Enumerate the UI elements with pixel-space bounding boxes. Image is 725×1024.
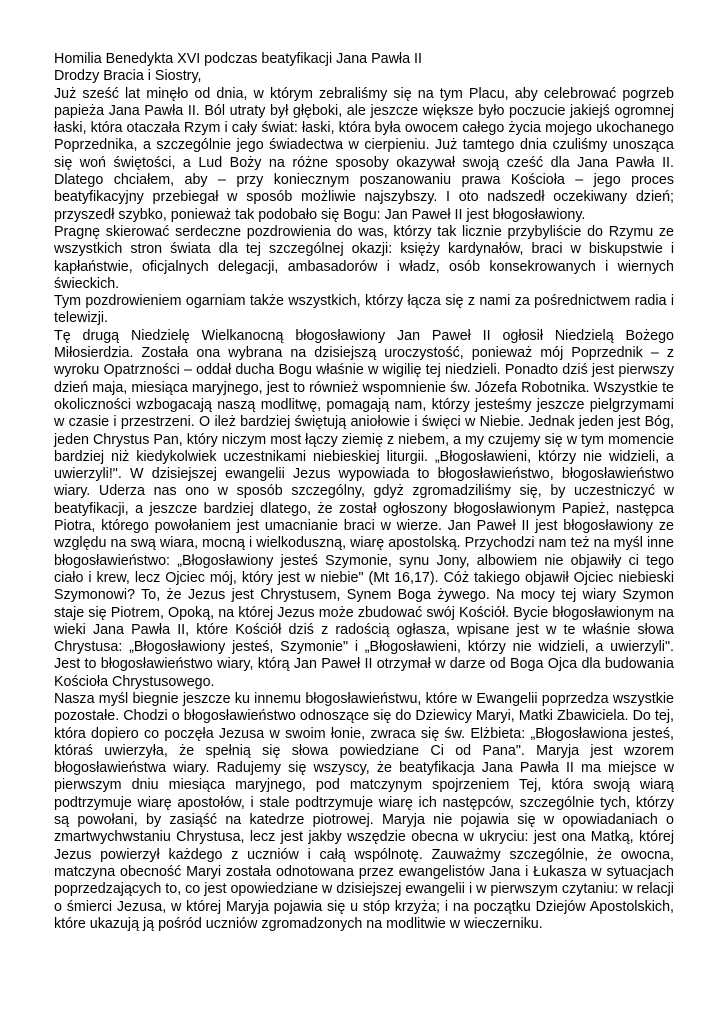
document-title: Homilia Benedykta XVI podczas beatyfikacji Jana Pawła II bbox=[54, 51, 422, 67]
paragraph-4: Tę drugą Niedzielę Wielkanocną błogosławiony Jan Paweł II ogłosił Niedzielą Bożego Miłosierdzia. Została ona wybrana na dzisiejszą uroczystość, ponieważ mój Poprzednik – z wyroku Opatrzności – oddał ducha Bogu właśnie w wigilię tej niedzieli. Ponadto dziś jest pierwszy dzień maja, miesiąca maryjnego, jest to również wspomnienie św. Józefa Robotnika. Wszystkie te okoliczności wzbogacają naszą modlitwę, pomagają nam, którzy jesteśmy jeszcze pielgrzymami w czasie i przestrzeni. O ileż bardziej świętują aniołowie i święci w Niebie. Jednak jeden jest Bóg, jeden Chrystus Pan, który niczym most łączy ziemię z niebem, a my czujemy się w tym momencie bardziej niż kiedykolwiek uczestnikami niebieskiej liturgii. „Błogosławieni, którzy nie widzieli, a uwierzyli!". W dzisiejszej ewangelii Jezus wypowiada to błogosławieństwo, błogosławieństwo wiary. Uderza nas ono w sposób szczególny, gdyż zgromadziliśmy się, by uczestniczyć w beatyfikacji, a jeszcze bardziej dlatego, że został ogłoszony błogosławionym Papież, następca Piotra, którego powołaniem jest umacnianie braci w wierze. Jan Paweł II jest błogosławiony ze względu na swą wiara, mocną i wielkoduszną, wiarę apostolską. Przychodzi nam też na myśl inne błogosławieństwo: „Błogosławiony jesteś Szymonie, synu Jony, albowiem nie objawiły ci tego ciało i krew, lecz Ojciec mój, który jest w niebie" (Mt 16,17). Cóż takiego objawił Ojciec niebieski Szymonowi? To, że Jezus jest Chrystusem, Synem Boga żywego. Na mocy tej wiary Szymon staje się Piotrem, Opoką, na której Jezus może zbudować swój Kościół. Bycie błogosławionym na wieki Jana Pawła II, które Kościół dziś z radością ogłasza, wpisane jest w te właśnie słowa Chrystusa: „Błogosławiony jesteś, Szymonie" i „Błogosławieni, którzy nie widzieli, a uwierzyli". Jest to błogosławieństwo wiary, którą Jan Paweł II otrzymał w darze od Boga Ojca dla budowania Kościoła Chrystusowego. bbox=[54, 327, 674, 690]
paragraph-5: Nasza myśl biegnie jeszcze ku innemu błogosławieństwu, które w Ewangelii poprzedza wszystkie pozostałe. Chodzi o błogosławieństwo odnoszące się do Dziewicy Maryi, Matki Zbawiciela. Do tej, która dopiero co poczęła Jezusa w swoim łonie, zwraca się św. Elżbieta: „Błogosławiona jesteś, któraś uwierzyła, że spełnią się słowa powiedziane Ci od Pana". Maryja jest wzorem błogosławieństwa wiary. Radujemy się wszyscy, że beatyfikacja Jana Pawła II ma miejsce w pierwszym dniu miesiąca maryjnego, pod matczynym spojrzeniem Tej, która swoją wiarą podtrzymuje wiarę apostołów, i stale podtrzymuje wiarę ich następców, szczególnie tych, którzy są powołani, by zasiąść na katedrze piotrowej. Maryja nie pojawia się w opowiadaniach o zmartwychwstaniu Chrystusa, lecz jest jakby wszędzie obecna w ukryciu: jest ona Matką, której Jezus powierzył każdego z uczniów i całą wspólnotę. Zauważmy szczególnie, że owocna, matczyna obecność Maryi została odnotowana przez ewangelistów Jana i Łukasza w sytuacjach poprzedzających to, co jest opowiedziane w dzisiejszej ewangelii i w pierwszym czytaniu: w relacji o śmierci Jezusa, w której Maryja pojawia się u stóp krzyża; i na początku Dziejów Apostolskich, które ukazują ją pośród uczniów zgromadzonych na modlitwie w wieczerniku. bbox=[54, 690, 674, 932]
paragraph-2: Pragnę skierować serdeczne pozdrowienia do was, którzy tak licznie przybyliście do Rzymu ze wszystkich stron świata dla tej szczególnej okazji: księży kardynałów, braci w biskupstwie i kapłaństwie, oficjalnych delegacji, ambasadorów i władz, osób konsekrowanych i wiernych świeckich. bbox=[54, 223, 674, 292]
paragraph-3: Tym pozdrowieniem ogarniam także wszystkich, którzy łącza się z nami za pośrednictwem radia i telewizji. bbox=[54, 293, 674, 327]
paragraph-1: Już sześć lat minęło od dnia, w którym zebraliśmy się na tym Placu, aby celebrować pogrzeb papieża Jana Pawła II. Ból utraty był głęboki, ale jeszcze większe było poczucie jakiejś ogromnej łaski, która otaczała Rzym i cały świat: łaski, która była owocem całego życia mojego ukochanego Poprzednika, a szczególnie jego świadectwa w cierpieniu. Już tamtego dnia czuliśmy unosząca się woń świętości, a Lud Boży na różne sposoby okazywał swoją cześć dla Jana Pawła II. Dlatego chciałem, aby – przy koniecznym poszanowaniu prawa Kościoła – jego proces beatyfikacyjny przebiegał w sposób możliwie najszybszy. I oto nadszedł oczekiwany dzień; przyszedł szybko, ponieważ tak podobało się Bogu: Jan Paweł II jest błogosławiony. bbox=[54, 85, 674, 223]
greeting: Drodzy Bracia i Siostry, bbox=[54, 68, 202, 85]
document-page bbox=[54, 51, 674, 933]
